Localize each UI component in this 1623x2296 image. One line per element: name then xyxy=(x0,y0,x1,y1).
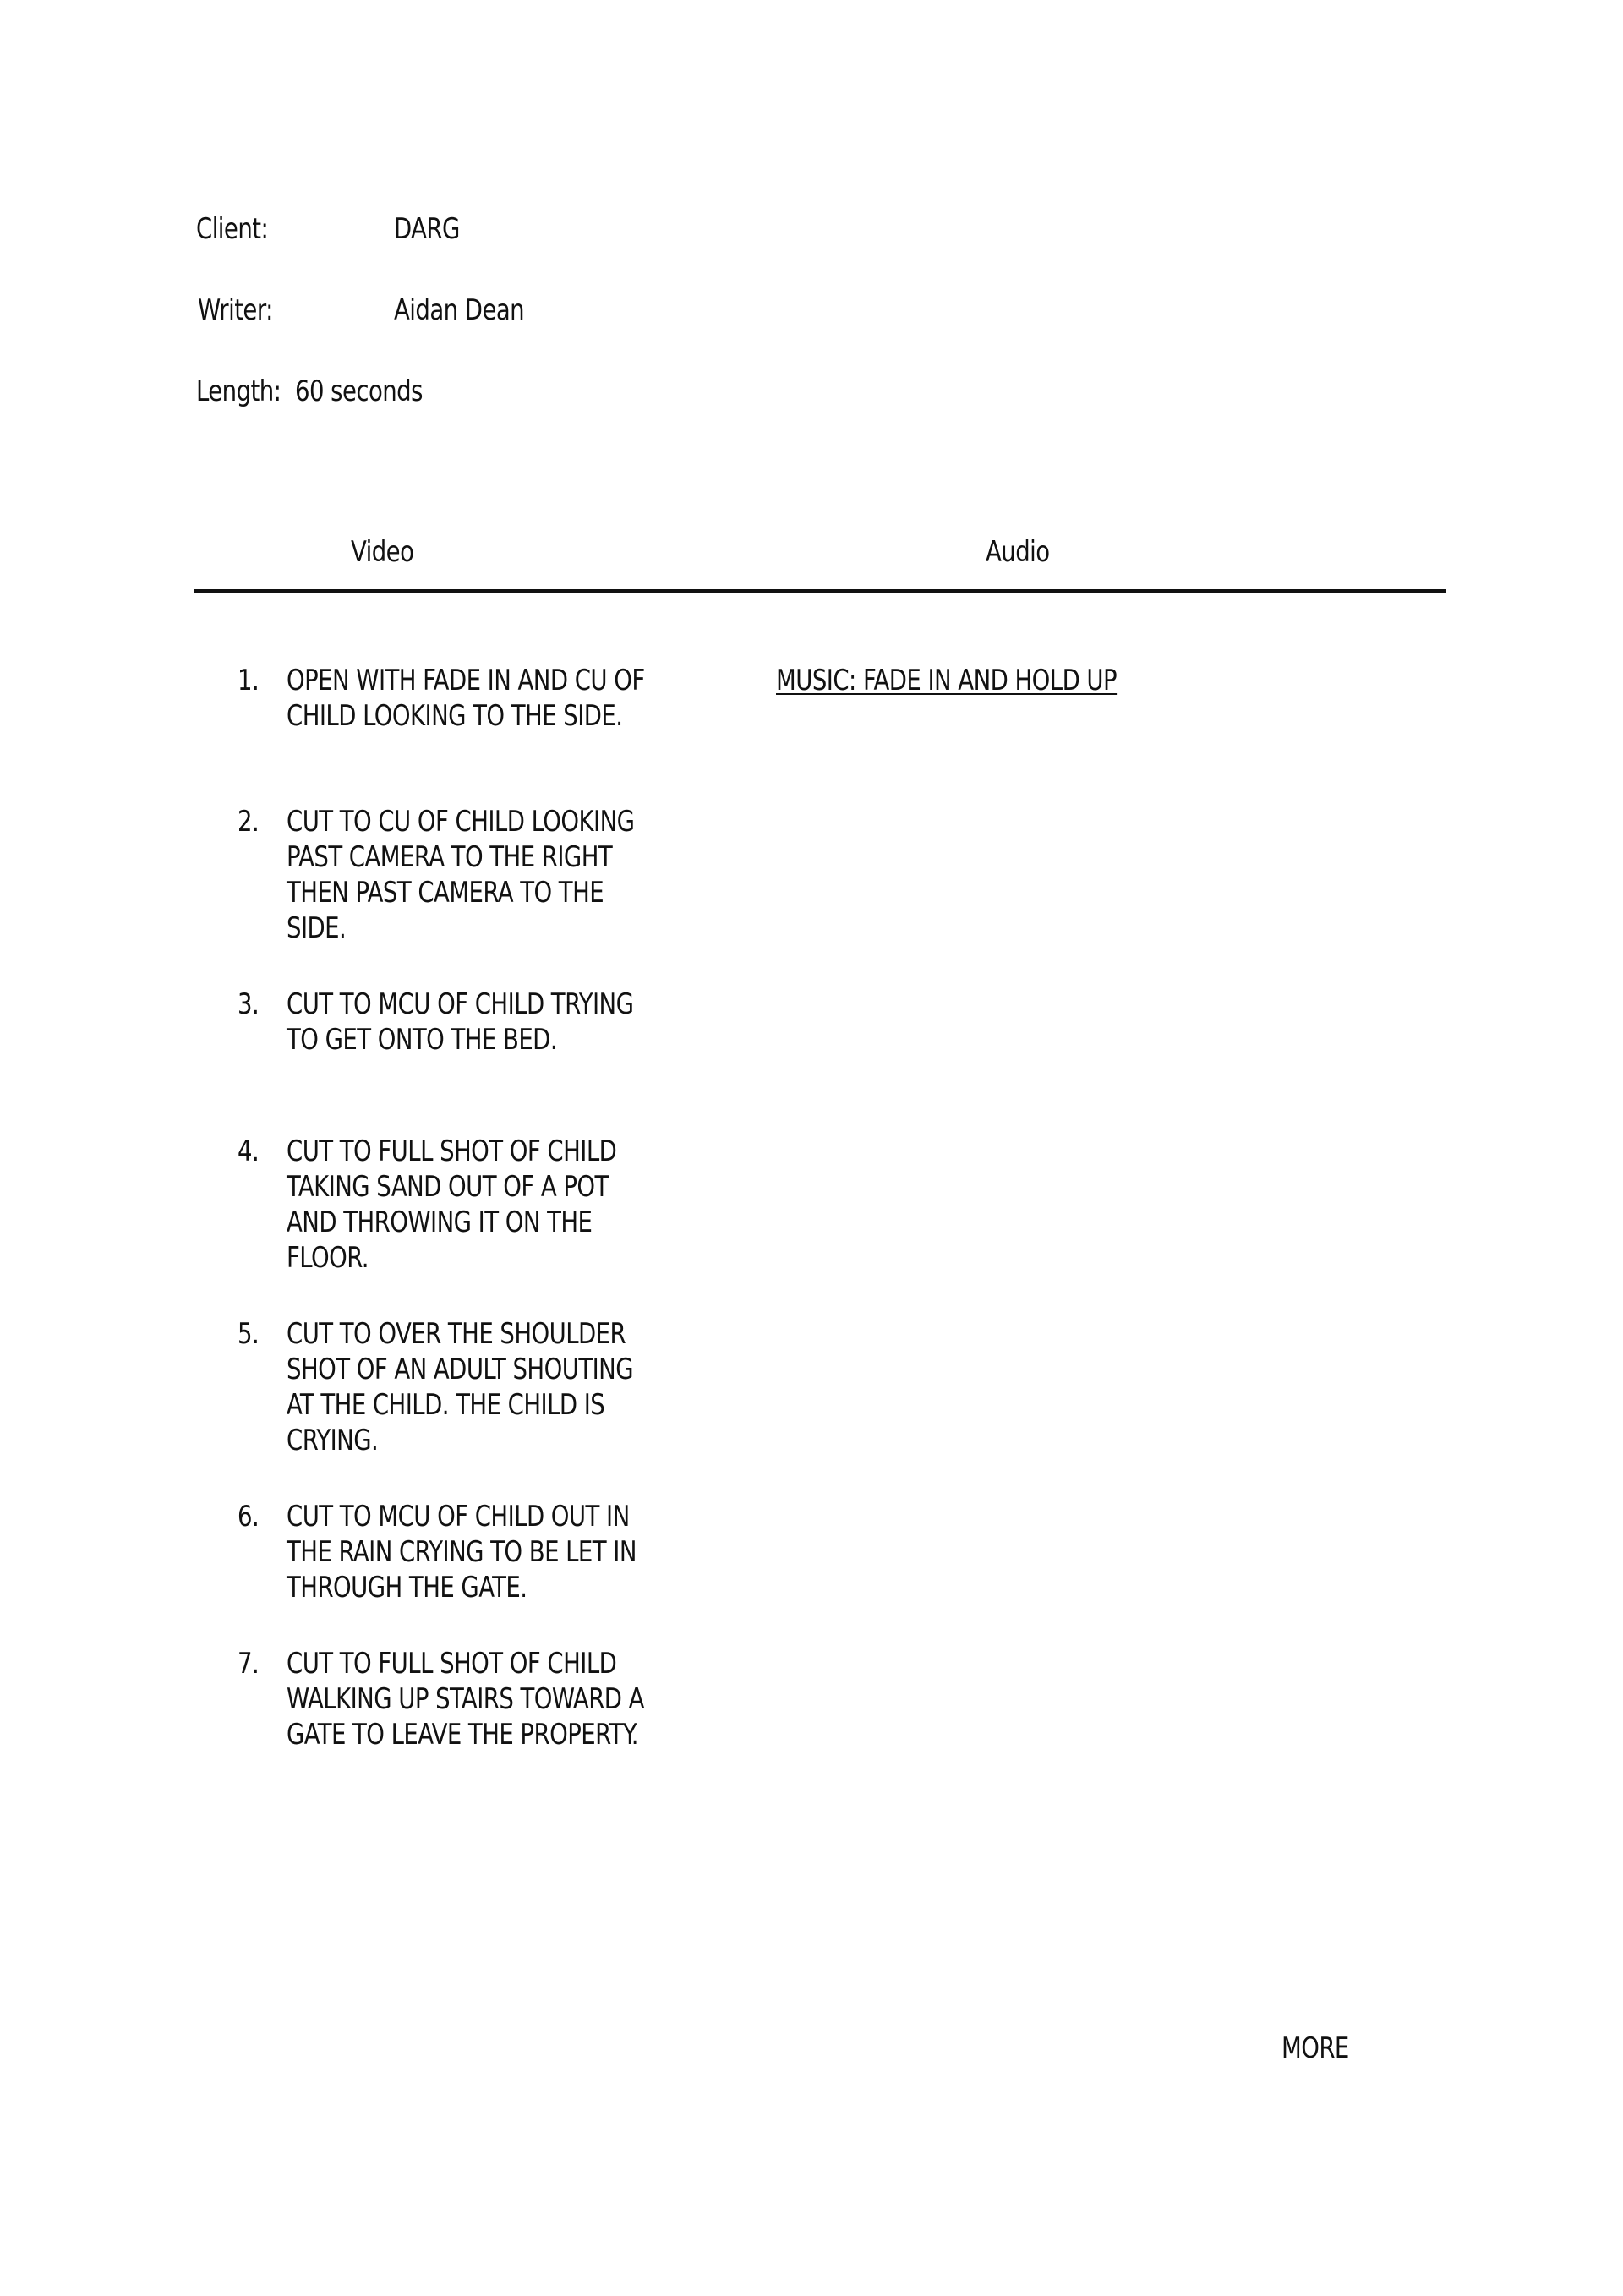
client-label: Client: xyxy=(196,212,269,246)
shot-number: 5. xyxy=(238,1317,260,1351)
shot-number: 2. xyxy=(238,805,260,839)
audio-column-heading: Audio xyxy=(986,535,1050,569)
writer-label: Writer: xyxy=(198,293,273,327)
shot-description-line: CUT TO OVER THE SHOULDER xyxy=(287,1317,626,1351)
shot-description-line: TO GET ONTO THE BED. xyxy=(287,1023,558,1057)
shot-description-line: OPEN WITH FADE IN AND CU OF xyxy=(287,664,645,697)
shot-description-line: CRYING. xyxy=(287,1424,379,1457)
shot-description-line: WALKING UP STAIRS TOWARD A xyxy=(287,1682,644,1716)
shot-description-line: THEN PAST CAMERA TO THE xyxy=(287,876,604,910)
shot-description-line: FLOOR. xyxy=(287,1241,369,1275)
shot-description-line: SHOT OF AN ADULT SHOUTING xyxy=(287,1353,634,1386)
shot-description-line: THE RAIN CRYING TO BE LET IN xyxy=(287,1535,637,1569)
video-column-heading: Video xyxy=(351,535,414,569)
shot-description-line: CUT TO MCU OF CHILD OUT IN xyxy=(287,1500,630,1533)
shot-description-line: GATE TO LEAVE THE PROPERTY. xyxy=(287,1718,639,1752)
shot-description-line: CHILD LOOKING TO THE SIDE. xyxy=(287,699,623,733)
shot-description-line: CUT TO FULL SHOT OF CHILD xyxy=(287,1134,617,1168)
shot-description-line: AT THE CHILD. THE CHILD IS xyxy=(287,1388,605,1422)
length-label: Length: xyxy=(196,374,281,408)
shot-description-line: CUT TO FULL SHOT OF CHILD xyxy=(287,1647,617,1681)
heading-divider xyxy=(194,589,1446,593)
writer-value: Aidan Dean xyxy=(394,293,525,327)
more-continuation-label: MORE xyxy=(1281,2031,1349,2065)
length-value: 60 seconds xyxy=(295,374,423,408)
shot-number: 1. xyxy=(238,664,260,697)
shot-description-line: SIDE. xyxy=(287,911,347,945)
shot-number: 3. xyxy=(238,987,260,1021)
music-cue: MUSIC: FADE IN AND HOLD UP xyxy=(776,664,1118,697)
shot-description-line: TAKING SAND OUT OF A POT xyxy=(287,1170,609,1204)
shot-description-line: CUT TO MCU OF CHILD TRYING xyxy=(287,987,634,1021)
shot-description-line: AND THROWING IT ON THE xyxy=(287,1205,593,1239)
shot-description-line: CUT TO CU OF CHILD LOOKING xyxy=(287,805,635,839)
shot-number: 4. xyxy=(238,1134,260,1168)
shot-description-line: PAST CAMERA TO THE RIGHT xyxy=(287,840,613,874)
shot-description-line: THROUGH THE GATE. xyxy=(287,1571,527,1604)
shot-number: 7. xyxy=(238,1647,260,1681)
client-value: DARG xyxy=(394,212,460,246)
shot-number: 6. xyxy=(238,1500,260,1533)
